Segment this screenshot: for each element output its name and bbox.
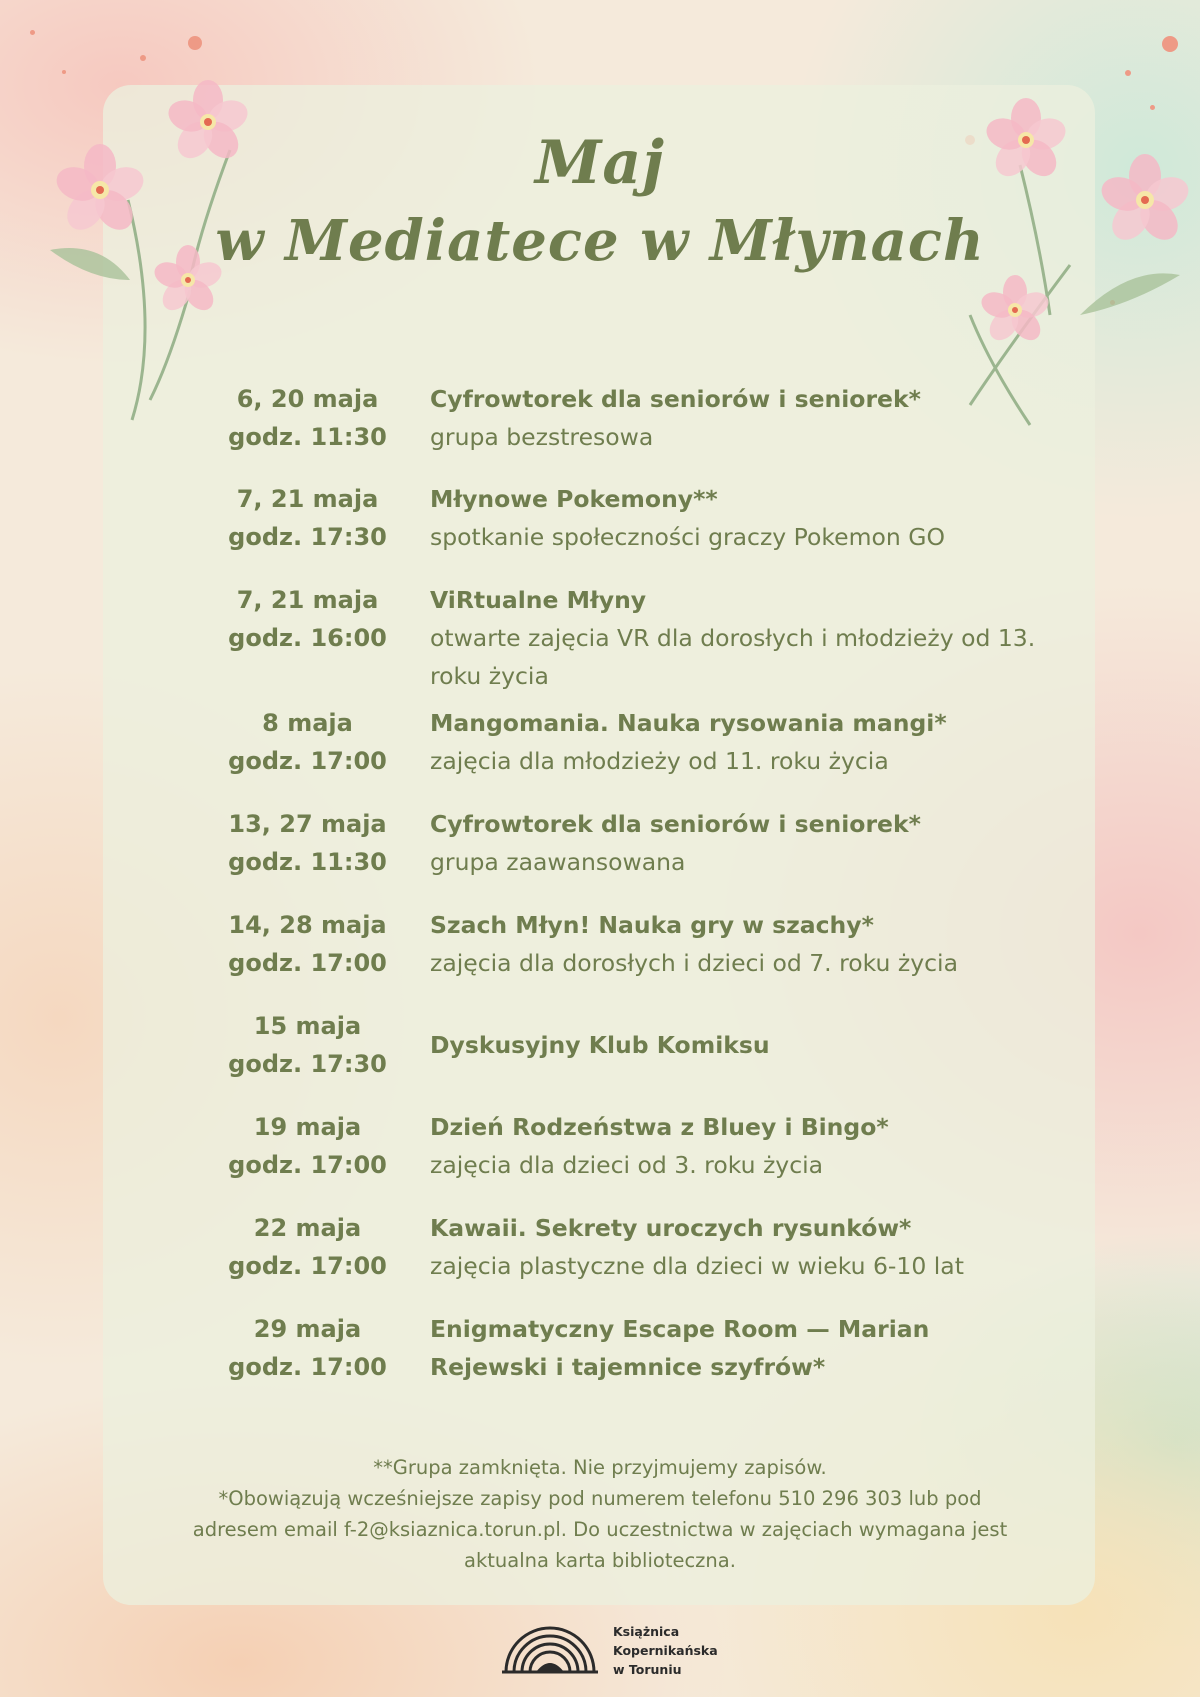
event-name: ViRtualne Młyny [430, 586, 647, 614]
event-time: godz. 17:00 [228, 1353, 387, 1381]
event-info [430, 1026, 1070, 1064]
event-name: Szach Młyn! Nauka gry w szachy* [430, 911, 874, 939]
logo-line: w Toruniu [613, 1662, 682, 1677]
page-title-line-1: Maj [534, 128, 665, 198]
event-name-continued: Rejewski i tajemnice szyfrów* [430, 1353, 826, 1381]
paint-splatter [1162, 36, 1178, 52]
event-info [430, 805, 1070, 881]
paint-splatter [140, 55, 146, 61]
event-date-block [205, 906, 410, 982]
event-info [430, 704, 1070, 780]
event-date-block [205, 1310, 410, 1386]
event-time: godz. 17:00 [228, 1151, 387, 1179]
footnote-registration: *Obowiązują wcześniejsze zapisy pod numerem telefonu 510 296 303 lub pod [218, 1487, 982, 1510]
event-info [430, 906, 1070, 982]
library-logo-icon [500, 1624, 600, 1676]
event-date: 13, 27 maja [228, 810, 387, 838]
footnote-closed-group: **Grupa zamknięta. Nie przyjmujemy zapisów. [373, 1456, 827, 1479]
event-date-block [205, 1108, 410, 1184]
event-desc: spotkanie społeczności graczy Pokemon GO [430, 523, 945, 551]
paint-splatter [30, 30, 35, 35]
event-time: godz. 17:00 [228, 949, 387, 977]
event-info [430, 1310, 1070, 1386]
event-date: 29 maja [253, 1315, 362, 1343]
event-date-block [205, 1209, 410, 1285]
event-info [430, 581, 1070, 695]
event-date-block [205, 1007, 410, 1083]
event-date: 15 maja [253, 1012, 362, 1040]
event-date: 7, 21 maja [236, 586, 379, 614]
event-date: 22 maja [253, 1214, 362, 1242]
event-time: godz. 16:00 [228, 624, 387, 652]
event-date: 8 maja [262, 709, 353, 737]
event-name: Kawaii. Sekrety uroczych rysunków* [430, 1214, 912, 1242]
event-date-block [205, 480, 410, 556]
event-time: godz. 17:00 [228, 747, 387, 775]
library-logo [500, 1620, 720, 1684]
footnotes [0, 1452, 1200, 1576]
event-date-block [205, 805, 410, 881]
footnote-registration-3: aktualna karta biblioteczna. [464, 1549, 736, 1572]
event-info [430, 1108, 1070, 1184]
event-desc: otwarte zajęcia VR dla dorosłych i młodzieży od 13. [430, 624, 1036, 652]
event-info [430, 480, 1070, 556]
event-time: godz. 11:30 [228, 848, 387, 876]
event-date: 19 maja [253, 1113, 362, 1141]
library-logo-text [613, 1622, 718, 1679]
event-info [430, 380, 1070, 456]
event-date: 6, 20 maja [236, 385, 379, 413]
event-desc: zajęcia plastyczne dla dzieci w wieku 6-10 lat [430, 1252, 964, 1280]
logo-line: Książnica [613, 1624, 680, 1639]
event-date: 14, 28 maja [228, 911, 387, 939]
paint-splatter [62, 70, 66, 74]
event-date: 7, 21 maja [236, 485, 379, 513]
event-time: godz. 17:30 [228, 523, 387, 551]
event-desc: grupa zaawansowana [430, 848, 686, 876]
event-desc: zajęcia dla dorosłych i dzieci od 7. roku życia [430, 949, 958, 977]
logo-line: Kopernikańska [613, 1643, 718, 1658]
event-desc: zajęcia dla młodzieży od 11. roku życia [430, 747, 889, 775]
event-time: godz. 17:30 [228, 1050, 387, 1078]
event-name: Cyfrowtorek dla seniorów i seniorek* [430, 385, 921, 413]
paint-splatter [1125, 70, 1131, 76]
event-date-block [205, 380, 410, 456]
event-info [430, 1209, 1070, 1285]
event-name: Młynowe Pokemony** [430, 485, 718, 513]
event-name: Cyfrowtorek dla seniorów i seniorek* [430, 810, 921, 838]
page-title-line-2: w Mediatece w Młynach [215, 208, 985, 274]
event-desc: zajęcia dla dzieci od 3. roku życia [430, 1151, 824, 1179]
event-time: godz. 17:00 [228, 1252, 387, 1280]
event-desc: roku życia [430, 662, 549, 690]
event-name: Mangomania. Nauka rysowania mangi* [430, 709, 947, 737]
event-name: Dzień Rodzeństwa z Bluey i Bingo* [430, 1113, 889, 1141]
paint-splatter [188, 36, 202, 50]
event-date-block [205, 704, 410, 780]
footnote-registration-2: adresem email f-2@ksiaznica.torun.pl. Do uczestnictwa w zajęciach wymagana jest [192, 1518, 1008, 1541]
event-name: Dyskusyjny Klub Komiksu [430, 1031, 770, 1059]
event-time: godz. 11:30 [228, 423, 387, 451]
event-date-block [205, 581, 410, 657]
event-desc: grupa bezstresowa [430, 423, 654, 451]
event-name: Enigmatyczny Escape Room — Marian [430, 1315, 930, 1343]
